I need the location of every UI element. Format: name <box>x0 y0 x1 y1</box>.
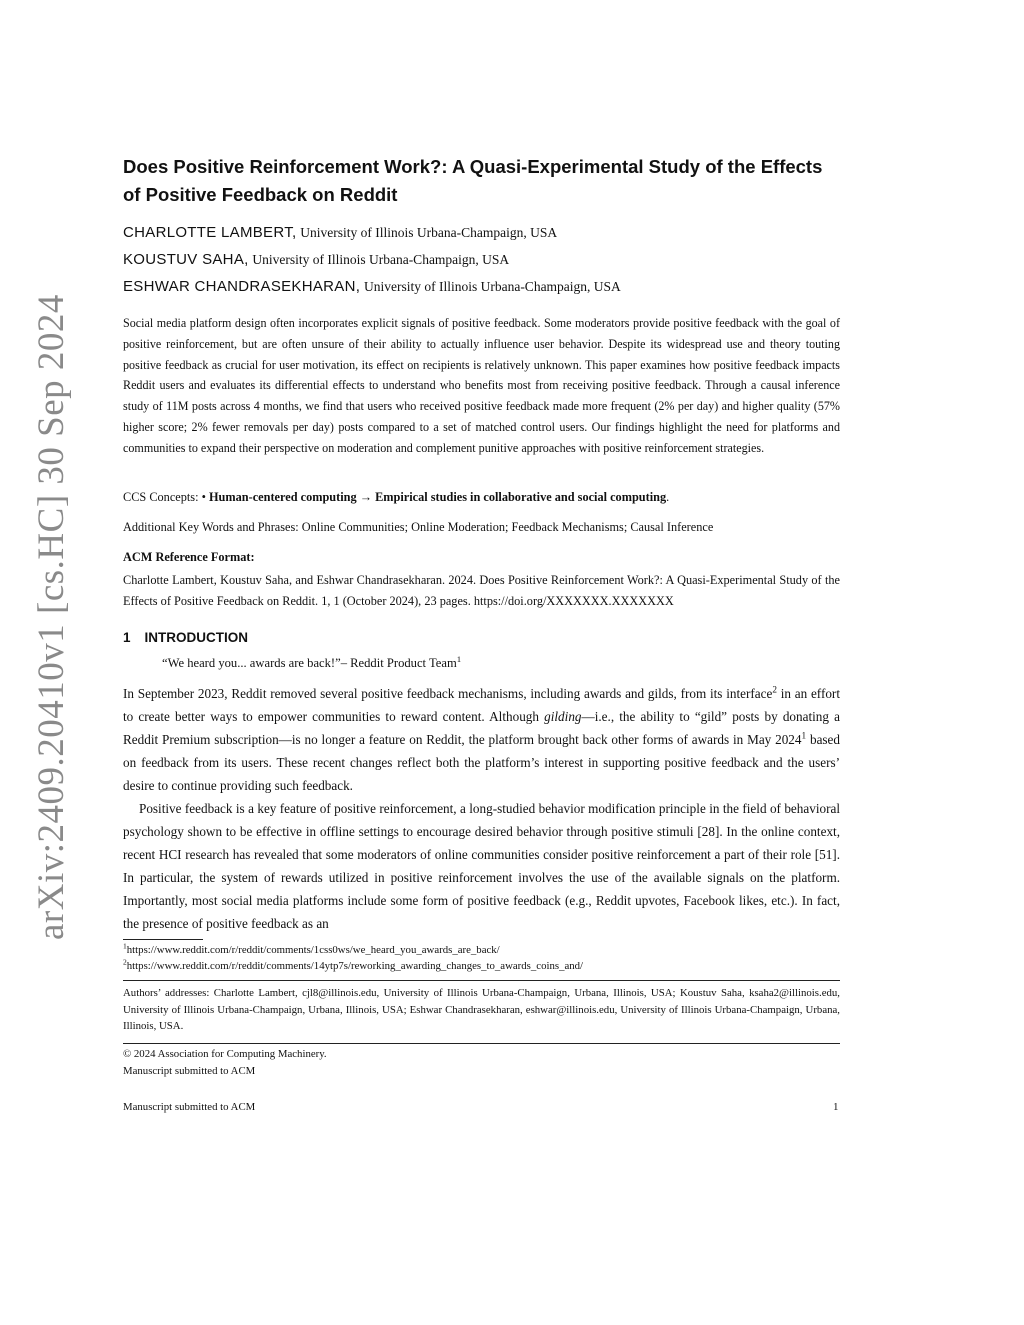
footnote-mark: 1 <box>123 941 127 951</box>
footnote-mark: 2 <box>123 957 127 967</box>
section-number: 1 <box>123 630 131 645</box>
keywords: Additional Key Words and Phrases: Online Communities; Online Moderation; Feedback Mechanisms; Causal Inference <box>123 520 714 534</box>
ccs-label: CCS Concepts: • <box>123 490 206 504</box>
author-affiliation: University of Illinois Urbana-Champaign, USA <box>363 279 621 294</box>
footer-left: Manuscript submitted to ACM <box>123 1101 256 1113</box>
footnote-marker: 2 <box>772 684 777 695</box>
ccs-concept: Human-centered computing → Empirical studies in collaborative and social computing <box>208 490 667 504</box>
author-affiliation: University of Illinois Urbana-Champaign, USA <box>252 252 510 267</box>
addresses-divider <box>123 980 840 981</box>
author-name: CHARLOTTE LAMBERT, <box>123 224 297 241</box>
manuscript-note: Manuscript submitted to ACM <box>123 1065 256 1077</box>
abstract: Social media platform design often incorporates explicit signals of positive feedback. Some moderators provide positive feedback with the goal of positive reinforcement, but are often unsure of their ability to actually influence user behavior. Despite its widespread use and theory touting positive feedback as crucial for user motivation, its effect on recipients is relatively unknown. This paper examines how positive feedback impacts Reddit users and evaluates its differential effects to understand who benefits most from receiving positive feedback. Through a causal inference study of 11M posts across 4 months, we find that users who received positive feedback made more frequent (2% per day) and higher quality (57% higher score; 2% fewer removals per day) posts compared to a set of matched control users. Our findings highlight the need for platforms and communities to expand their perspective on moderation and complement punitive approaches with positive reinforcement strategies. <box>123 316 840 455</box>
section-heading <box>123 630 248 645</box>
footnote-url[interactable]: https://www.reddit.com/r/reddit/comments/1css0ws/we_heard_you_awards_are_back/ <box>126 944 500 956</box>
paragraph-text: —i.e., the ability to “gild” posts by donating a Reddit Premium subscription—is no longer a feature on Reddit, the platform brought back other forms of awards in May 2024 <box>123 709 840 748</box>
footnote <box>123 941 500 956</box>
footnote-url[interactable]: https://www.reddit.com/r/reddit/comments/14ytp7s/reworking_awarding_changes_to_awards_coins_and/ <box>126 960 584 972</box>
intro-paragraph-2: Positive feedback is a key feature of positive reinforcement, a long-studied behavior modification principle in the field of behavioral psychology shown to be effective in offline settings to encourage desired behavior through positive stimuli [28]. In the online context, recent HCI research has revealed that some moderators of online communities consider positive reinforcement a part of their role [51]. In particular, the system of rewards utilized in positive reinforcement involves the use of the available signals on the platform. Importantly, most social media platforms include some form of positive feedback (e.g., Reddit upvotes, Facebook likes, etc.). In fact, the presence of positive feedback as an <box>123 801 840 932</box>
author-line <box>123 224 557 242</box>
footnote-marker: 1 <box>456 653 462 664</box>
epigraph-quote: “We heard you... awards are back!”– Reddit Product Team <box>162 656 457 670</box>
reference-format-text: Charlotte Lambert, Koustuv Saha, and Eshwar Chandrasekharan. 2024. Does Positive Reinforcement Work?: A Quasi-Experimental Study of the Effects of Positive Feedback on Reddit. 1, 1 (October 2024), 23 pages. https://doi.org/XXXXXXX.XXXXXXX <box>123 573 840 608</box>
section-title: INTRODUCTION <box>144 630 249 645</box>
reference-format-heading: ACM Reference Format: <box>123 550 255 564</box>
paragraph-text: in an effort to create better ways to empower communities to reward content. Although <box>123 686 840 725</box>
footnote <box>123 957 584 972</box>
copyright-divider <box>123 1043 840 1044</box>
author-line <box>123 278 621 296</box>
page-number: 1 <box>833 1101 839 1113</box>
footnote-marker: 1 <box>801 730 807 741</box>
authors-addresses: Authors’ addresses: Charlotte Lambert, cjl8@illinois.edu, University of Illinois Urbana-Champaign, Urbana, Illinois, USA; Koustuv Saha, ksaha2@illinois.edu, University of Illinois Urbana-Champaign, Urbana, Illinois, USA; Eshwar Chandrasekharan, eshwar@illinois.edu, University of Illinois Urbana-Champaign, Urbana, Illinois, USA. <box>123 987 840 1032</box>
copyright-notice: © 2024 Association for Computing Machinery. <box>123 1048 327 1060</box>
author-affiliation: University of Illinois Urbana-Champaign, USA <box>300 225 558 240</box>
author-line <box>123 251 509 269</box>
paper-title: Does Positive Reinforcement Work?: A Quasi-Experimental Study of the Effects of Positive Feedback on Reddit <box>123 156 823 205</box>
epigraph <box>162 653 462 671</box>
paragraph-text: based on feedback from its users. These recent changes reflect both the platform’s interest in supporting positive feedback and the users’ desire to continue providing such feedback. <box>123 732 840 794</box>
intro-paragraph-1 <box>123 682 840 797</box>
italic-term: gilding <box>544 709 582 725</box>
ccs-end: . <box>666 490 670 504</box>
ccs-concepts <box>123 490 840 505</box>
footnote-divider <box>123 939 203 940</box>
arxiv-identifier-stamp: arXiv:2409.20410v1 [cs.HC] 30 Sep 2024 <box>31 294 72 940</box>
paragraph-text: In September 2023, Reddit removed several positive feedback mechanisms, including awards and gilds, from its interface <box>123 686 773 701</box>
author-name: ESHWAR CHANDRASEKHARAN, <box>123 278 361 295</box>
author-name: KOUSTUV SAHA, <box>123 251 249 268</box>
